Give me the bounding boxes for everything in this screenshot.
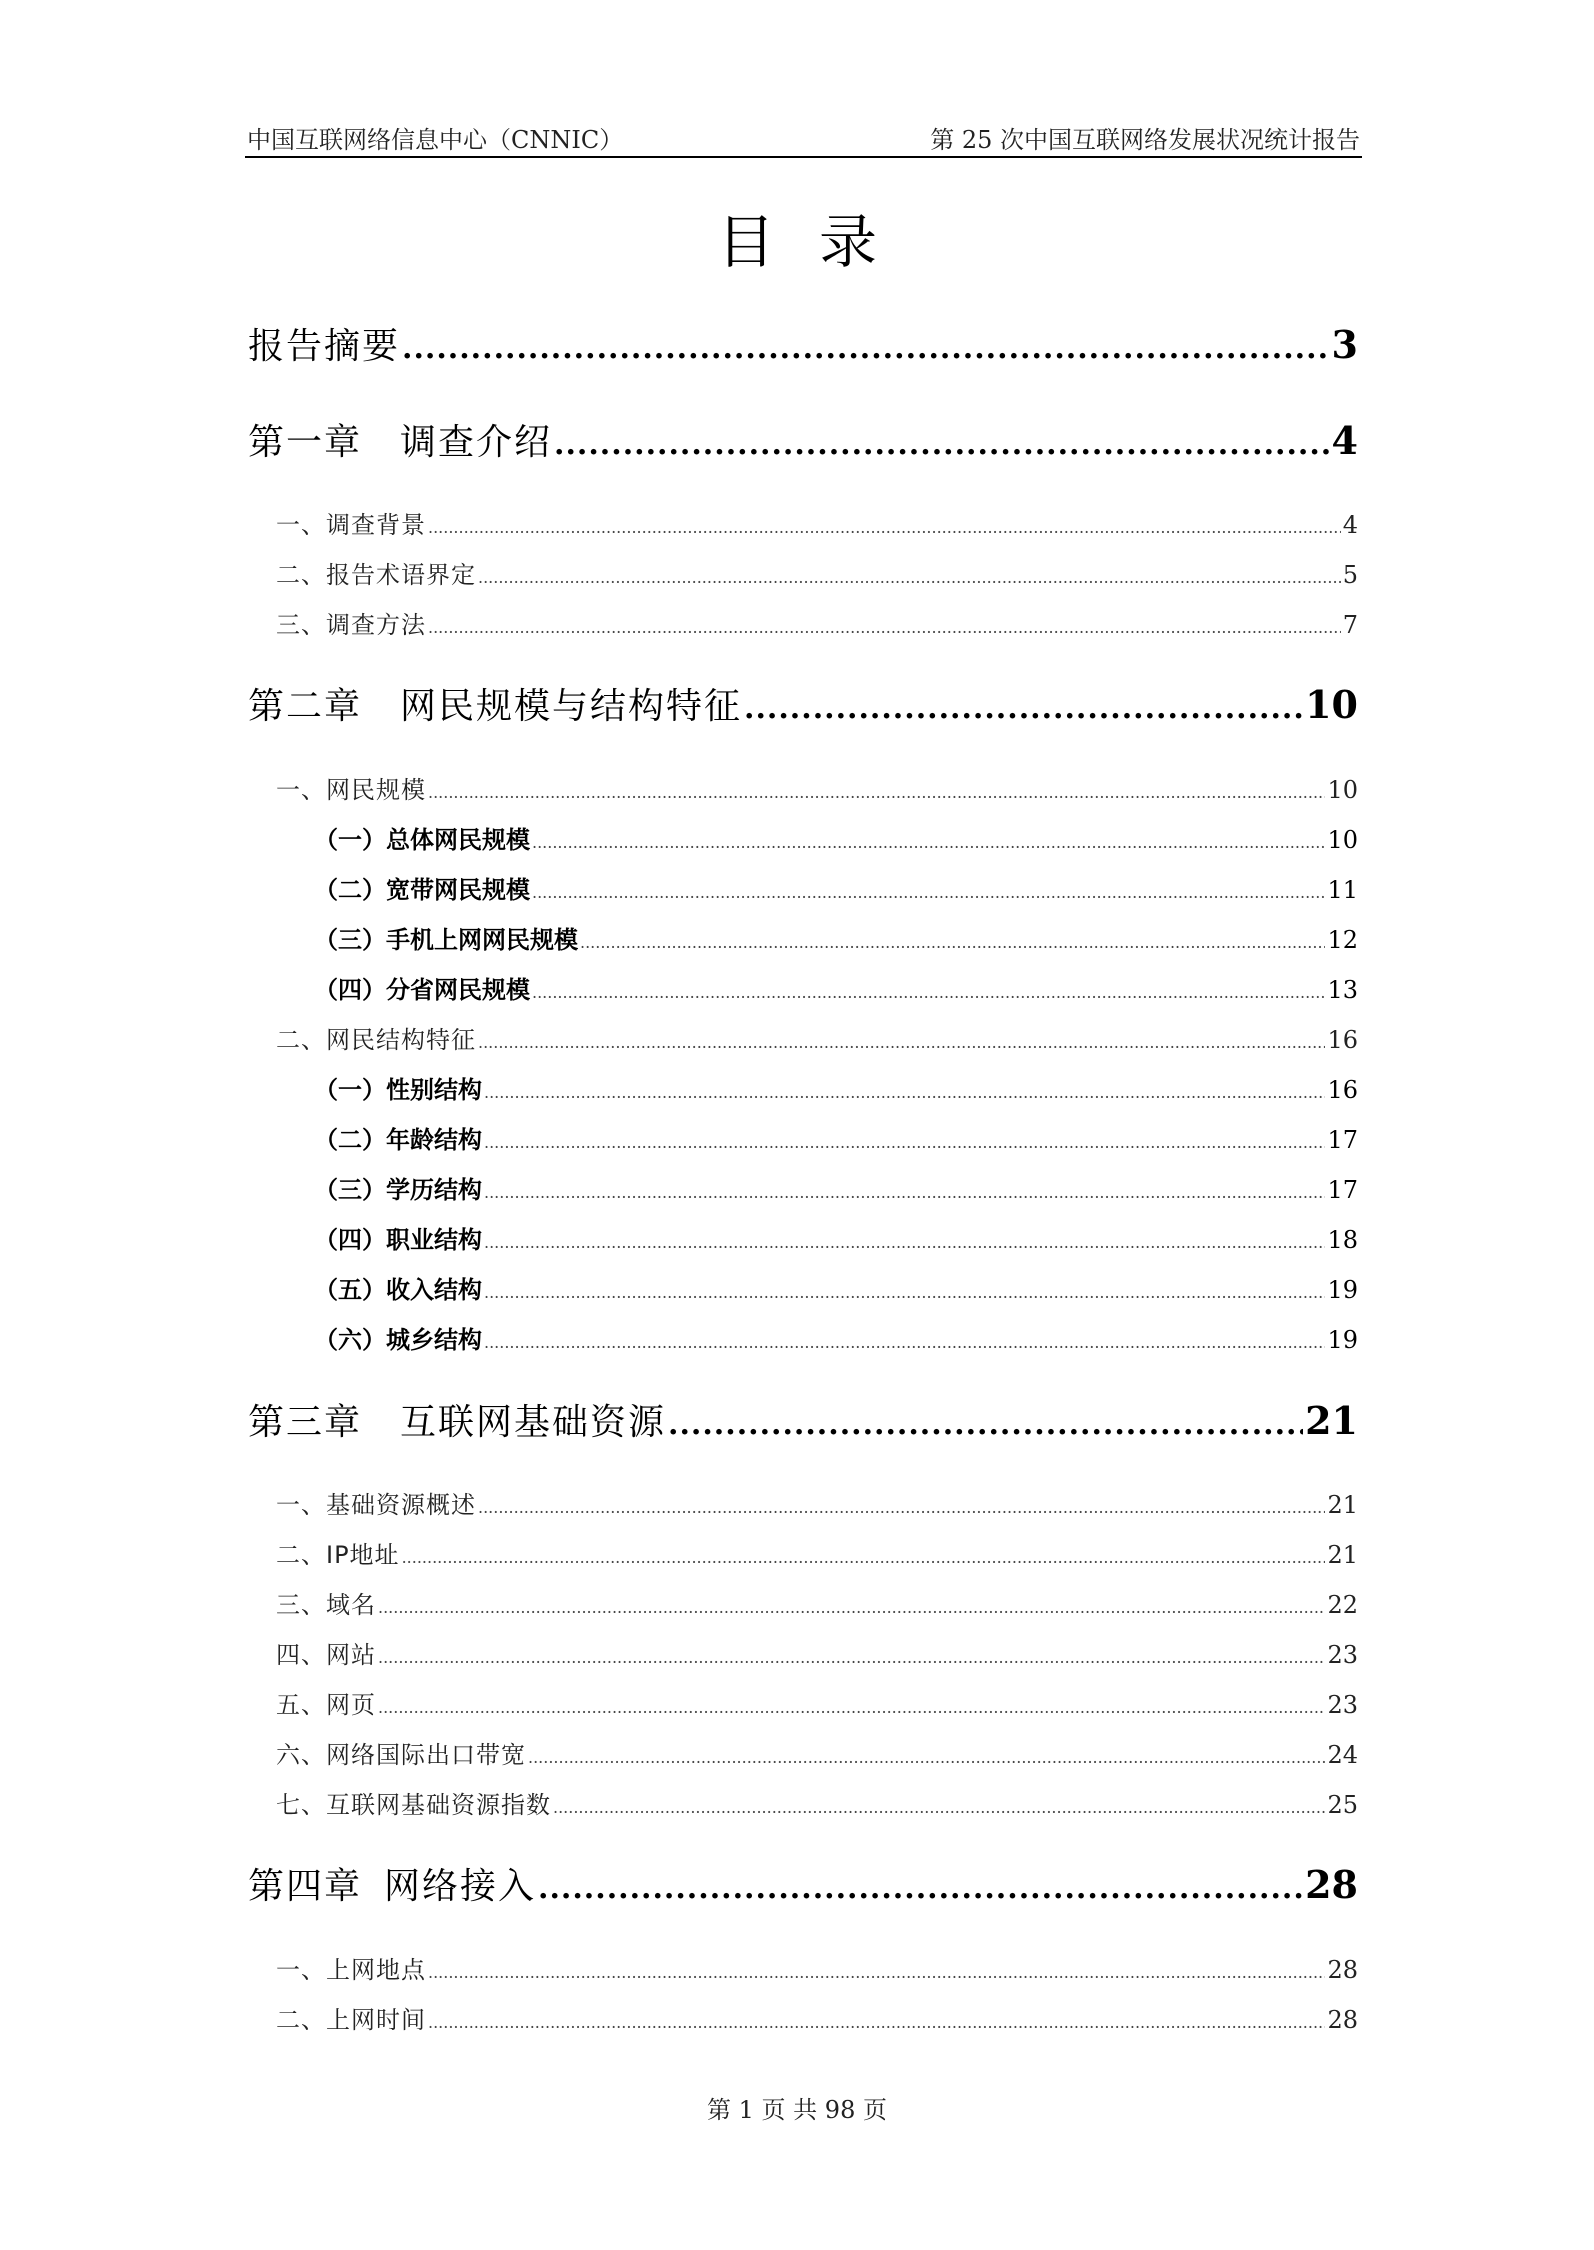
toc-page-number: 23 bbox=[1327, 1691, 1358, 1719]
dot-leader bbox=[428, 783, 1325, 802]
dot-leader bbox=[484, 1283, 1325, 1302]
toc-section[interactable] bbox=[248, 505, 1358, 540]
toc-chapter-2[interactable] bbox=[248, 678, 1358, 729]
toc-subsection[interactable] bbox=[248, 870, 1358, 905]
chapter-title: 网民规模与结构特征 bbox=[400, 686, 743, 727]
toc-page-number: 3 bbox=[1331, 322, 1358, 367]
toc-subsection[interactable] bbox=[248, 920, 1358, 955]
toc-page-number: 7 bbox=[1342, 611, 1358, 639]
chapter-number: 第二章 bbox=[248, 686, 363, 727]
toc-entry-title: （四）职业结构 bbox=[314, 1226, 482, 1254]
toc-page-number: 22 bbox=[1327, 1591, 1358, 1619]
toc-entry-title: （五）收入结构 bbox=[314, 1276, 482, 1304]
toc-entry-title: （一）总体网民规模 bbox=[314, 826, 530, 854]
toc-section[interactable] bbox=[248, 1020, 1358, 1055]
dot-leader bbox=[402, 1548, 1326, 1567]
toc-page-number: 10 bbox=[1305, 682, 1358, 727]
toc-page-number: 25 bbox=[1327, 1791, 1358, 1819]
toc-section[interactable] bbox=[248, 555, 1358, 590]
toc-page-number: 10 bbox=[1327, 776, 1358, 804]
toc-entry-title bbox=[248, 678, 742, 729]
toc-entry-title: 四、网站 bbox=[276, 1641, 376, 1669]
toc-page-number: 19 bbox=[1327, 1276, 1358, 1304]
toc-subsection[interactable] bbox=[248, 1170, 1358, 1205]
toc-entry-title: （一）性别结构 bbox=[314, 1076, 482, 1104]
dot-leader bbox=[428, 1963, 1325, 1982]
header-organization: 中国互联网络信息中心（CNNIC） bbox=[247, 126, 624, 154]
chapter-title: 互联网基础资源 bbox=[400, 1402, 667, 1443]
dot-leader bbox=[580, 933, 1325, 952]
chapter-number: 第四章 bbox=[248, 1866, 363, 1907]
dot-leader bbox=[478, 568, 1341, 587]
page-footer: 第 1 页 共 98 页 bbox=[707, 2096, 887, 2124]
chapter-title: 调查介绍 bbox=[400, 422, 553, 463]
dot-leader bbox=[402, 331, 1330, 366]
toc-entry-title bbox=[248, 1394, 666, 1445]
dot-leader bbox=[532, 883, 1325, 902]
toc-entry-title: 二、上网时间 bbox=[276, 2006, 426, 2034]
toc-page-number: 21 bbox=[1327, 1491, 1358, 1519]
header-report-title: 第 25 次中国互联网络发展状况统计报告 bbox=[930, 126, 1360, 154]
dot-leader bbox=[532, 833, 1325, 852]
chapter-number: 第一章 bbox=[248, 422, 363, 463]
toc-entry-title: （六）城乡结构 bbox=[314, 1326, 482, 1354]
toc-entry-title: 二、IP地址 bbox=[276, 1541, 400, 1569]
toc-entry-title bbox=[248, 414, 552, 465]
toc-entry-title: 一、上网地点 bbox=[276, 1956, 426, 1984]
dot-leader bbox=[428, 518, 1341, 537]
toc-page-number: 17 bbox=[1327, 1126, 1358, 1154]
toc-section[interactable] bbox=[248, 1735, 1358, 1770]
dot-leader bbox=[528, 1748, 1325, 1767]
toc-subsection[interactable] bbox=[248, 1070, 1358, 1105]
dot-leader bbox=[378, 1698, 1325, 1717]
toc-page-number: 28 bbox=[1305, 1862, 1358, 1907]
toc-entry-title: 七、互联网基础资源指数 bbox=[276, 1791, 551, 1819]
toc-page-number: 24 bbox=[1327, 1741, 1358, 1769]
dot-leader bbox=[484, 1083, 1325, 1102]
toc-subsection[interactable] bbox=[248, 1270, 1358, 1305]
toc-page-number: 28 bbox=[1327, 1956, 1358, 1984]
dot-leader bbox=[484, 1233, 1325, 1252]
dot-leader bbox=[484, 1183, 1325, 1202]
dot-leader bbox=[428, 618, 1341, 637]
toc-section[interactable] bbox=[248, 1535, 1358, 1570]
toc-entry-title: 一、调查背景 bbox=[276, 511, 426, 539]
toc-page-number: 23 bbox=[1327, 1641, 1358, 1669]
toc-entry-title: （三）学历结构 bbox=[314, 1176, 482, 1204]
toc-page-number: 21 bbox=[1327, 1541, 1358, 1569]
toc-entry-title: 三、域名 bbox=[276, 1591, 376, 1619]
page-title: 目录 bbox=[716, 208, 921, 276]
toc-entry-title: 一、网民规模 bbox=[276, 776, 426, 804]
dot-leader bbox=[538, 1871, 1303, 1906]
toc-page-number: 17 bbox=[1327, 1176, 1358, 1204]
toc-page-number: 10 bbox=[1327, 826, 1358, 854]
dot-leader bbox=[554, 427, 1330, 462]
dot-leader bbox=[428, 2013, 1325, 2032]
toc-subsection[interactable] bbox=[248, 820, 1358, 855]
toc-page-number: 4 bbox=[1342, 511, 1358, 539]
toc-page-number: 21 bbox=[1305, 1398, 1358, 1443]
toc-subsection[interactable] bbox=[248, 1320, 1358, 1355]
toc-section[interactable] bbox=[248, 1585, 1358, 1620]
toc-page-number: 12 bbox=[1327, 926, 1358, 954]
toc-page-number: 16 bbox=[1327, 1026, 1358, 1054]
toc-page-number: 18 bbox=[1327, 1226, 1358, 1254]
toc-section[interactable] bbox=[248, 1785, 1358, 1820]
toc-page-number: 5 bbox=[1342, 561, 1358, 589]
toc-entry-title: 二、报告术语界定 bbox=[276, 561, 476, 589]
toc-page-number: 11 bbox=[1327, 876, 1358, 904]
toc-entry-title bbox=[248, 1858, 536, 1909]
toc-entry-title: （二）年龄结构 bbox=[314, 1126, 482, 1154]
toc-subsection[interactable] bbox=[248, 1220, 1358, 1255]
toc-page-number: 28 bbox=[1327, 2006, 1358, 2034]
toc-chapter-4[interactable] bbox=[248, 1858, 1358, 1909]
toc-entry-title: 二、网民结构特征 bbox=[276, 1026, 476, 1054]
toc-entry-title: 一、基础资源概述 bbox=[276, 1491, 476, 1519]
dot-leader bbox=[378, 1598, 1325, 1617]
toc-subsection[interactable] bbox=[248, 970, 1358, 1005]
chapter-title: 网络接入 bbox=[384, 1866, 537, 1907]
dot-leader bbox=[484, 1333, 1325, 1352]
toc-page-number: 19 bbox=[1327, 1326, 1358, 1354]
toc-section[interactable] bbox=[248, 1685, 1358, 1720]
toc-page-number: 4 bbox=[1331, 418, 1358, 463]
toc-page-number: 16 bbox=[1327, 1076, 1358, 1104]
toc-chapter-3[interactable] bbox=[248, 1394, 1358, 1445]
toc-chapter-1[interactable] bbox=[248, 414, 1358, 465]
toc-entry-title: （二）宽带网民规模 bbox=[314, 876, 530, 904]
dot-leader bbox=[668, 1407, 1303, 1442]
dot-leader bbox=[478, 1033, 1325, 1052]
toc-section[interactable] bbox=[248, 770, 1358, 805]
toc-entry-title: 六、网络国际出口带宽 bbox=[276, 1741, 526, 1769]
chapter-number: 第三章 bbox=[248, 1402, 363, 1443]
dot-leader bbox=[484, 1133, 1325, 1152]
toc-entry-title: 五、网页 bbox=[276, 1691, 376, 1719]
toc-entry-title: 三、调查方法 bbox=[276, 611, 426, 639]
dot-leader bbox=[378, 1648, 1325, 1667]
toc-section[interactable] bbox=[248, 2000, 1358, 2035]
toc-section[interactable] bbox=[248, 1950, 1358, 1985]
page-header bbox=[245, 120, 1362, 158]
toc-section[interactable] bbox=[248, 1485, 1358, 1520]
toc-page-number: 13 bbox=[1327, 976, 1358, 1004]
toc-summary[interactable] bbox=[248, 318, 1358, 369]
toc-entry-title: （三）手机上网网民规模 bbox=[314, 926, 578, 954]
toc-section[interactable] bbox=[248, 1635, 1358, 1670]
dot-leader bbox=[744, 691, 1303, 726]
toc-entry-title: 报告摘要 bbox=[248, 326, 401, 367]
toc-section[interactable] bbox=[248, 605, 1358, 640]
dot-leader bbox=[553, 1798, 1325, 1817]
dot-leader bbox=[478, 1498, 1325, 1517]
toc-entry-title: （四）分省网民规模 bbox=[314, 976, 530, 1004]
dot-leader bbox=[532, 983, 1325, 1002]
toc-subsection[interactable] bbox=[248, 1120, 1358, 1155]
